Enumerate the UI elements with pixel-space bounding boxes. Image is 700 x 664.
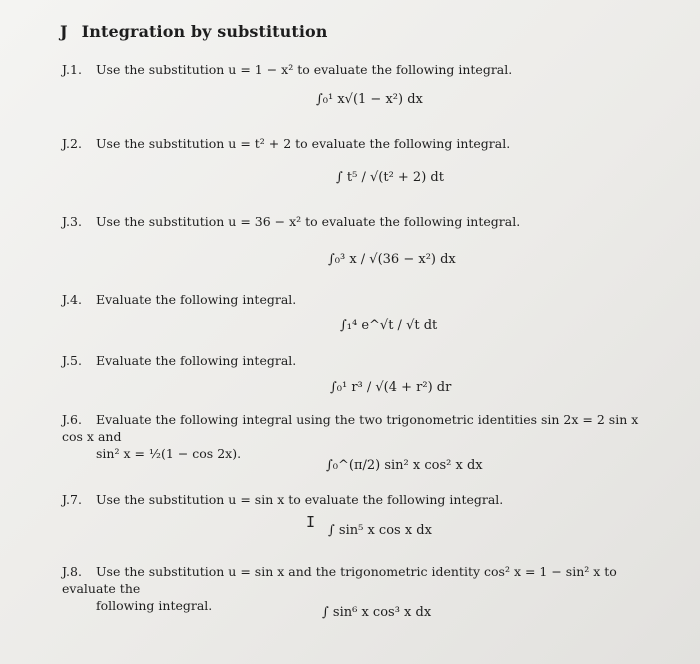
integral-j2 bbox=[336, 170, 444, 185]
integral-expression: ∫₀¹ r³ / √(4 + r²) dr bbox=[330, 380, 452, 395]
problem-text: Evaluate the following integral. bbox=[96, 292, 297, 307]
section-title: Integration by substitution bbox=[81, 22, 328, 41]
integral-expression: ∫₀³ x / √(36 − x²) dx bbox=[328, 252, 456, 267]
problem-number: J.6. bbox=[62, 412, 82, 427]
problem-j1 bbox=[62, 61, 662, 78]
problem-text: Use the substitution u = sin x to evaluate the following integral. bbox=[96, 492, 504, 507]
section-letter: J bbox=[60, 22, 68, 41]
integral-expression: ∫ t⁵ / √(t² + 2) dt bbox=[336, 170, 444, 185]
integral-j5 bbox=[330, 380, 451, 395]
problem-number: J.5. bbox=[62, 353, 82, 368]
problem-text: Use the substitution u = t² + 2 to evaluate the following integral. bbox=[96, 136, 511, 151]
integral-j7 bbox=[328, 523, 432, 538]
problem-text: Evaluate the following integral using the two trigonometric identities sin 2x = 2 sin x cos x and bbox=[62, 412, 639, 444]
problem-j6 bbox=[62, 411, 662, 462]
problem-text: Use the substitution u = 36 − x² to evaluate the following integral. bbox=[96, 214, 521, 229]
problem-text-continued: sin² x = ½(1 − cos 2x). bbox=[96, 446, 242, 461]
problem-text: Evaluate the following integral. bbox=[96, 353, 297, 368]
integral-j1 bbox=[316, 92, 423, 107]
problem-number: J.2. bbox=[62, 136, 82, 151]
problem-j2 bbox=[62, 135, 662, 152]
problem-j5 bbox=[62, 352, 662, 369]
problem-number: J.4. bbox=[62, 292, 82, 307]
integral-j6 bbox=[326, 458, 483, 473]
integral-expression: ∫₀^(π/2) sin² x cos² x dx bbox=[326, 458, 483, 473]
problem-text: Use the substitution u = sin x and the trigonometric identity cos² x = 1 − sin² x to evaluate the bbox=[62, 564, 617, 596]
problem-number: J.7. bbox=[62, 492, 82, 507]
integral-j8 bbox=[322, 605, 431, 620]
integral-j3 bbox=[328, 252, 456, 267]
problem-text: Use the substitution u = 1 − x² to evaluate the following integral. bbox=[96, 62, 513, 77]
problem-text-continued: following integral. bbox=[96, 598, 213, 613]
text-cursor-icon: I bbox=[306, 513, 316, 531]
integral-expression: ∫₀¹ x√(1 − x²) dx bbox=[316, 92, 423, 107]
problem-j4 bbox=[62, 291, 662, 308]
section-heading bbox=[60, 22, 328, 41]
problem-j7 bbox=[62, 491, 662, 508]
integral-expression: ∫ sin⁶ x cos³ x dx bbox=[322, 605, 432, 620]
problem-number: J.8. bbox=[62, 564, 82, 579]
problem-j3 bbox=[62, 213, 662, 230]
problem-number: J.1. bbox=[62, 62, 82, 77]
integral-expression: ∫ sin⁵ x cos x dx bbox=[328, 523, 432, 538]
integral-expression: ∫₁⁴ e^√t / √t dt bbox=[340, 318, 438, 333]
integral-j4 bbox=[340, 318, 437, 333]
problem-number: J.3. bbox=[62, 214, 82, 229]
